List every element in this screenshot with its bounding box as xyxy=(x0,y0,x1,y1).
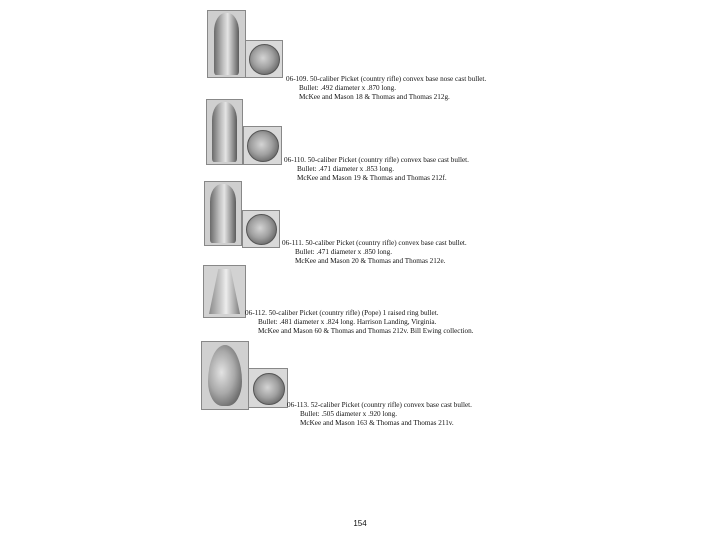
bullet-silhouette xyxy=(209,269,240,314)
entry-caption xyxy=(245,309,473,336)
entry-title: 06-113. 52-caliber Picket (country rifle) convex base cast bullet. xyxy=(287,401,472,409)
entry-dimensions: Bullet: .471 diameter x .853 long. xyxy=(297,165,395,173)
bullet-silhouette xyxy=(210,184,236,243)
entry-references: McKee and Mason 19 & Thomas and Thomas 212f. xyxy=(297,174,447,182)
bullet-silhouette xyxy=(214,13,239,75)
entry-references: McKee and Mason 20 & Thomas and Thomas 212e. xyxy=(295,257,446,265)
bullet-silhouette xyxy=(208,345,242,406)
entry-title: 06-110. 50-caliber Picket (country rifle) convex base cast bullet. xyxy=(284,156,469,164)
bullet-side-photo xyxy=(204,181,242,246)
entry-caption xyxy=(286,75,486,102)
bullet-silhouette xyxy=(212,102,237,162)
entry-caption xyxy=(282,239,467,266)
bullet-base-disc xyxy=(246,214,277,245)
entry-caption xyxy=(287,401,472,428)
bullet-side-photo xyxy=(206,99,243,165)
entry-title: 06-111. 50-caliber Picket (country rifle) convex base cast bullet. xyxy=(282,239,467,247)
entry-references: McKee and Mason 18 & Thomas and Thomas 212g. xyxy=(299,93,450,101)
entry-title: 06-112. 50-caliber Picket (country rifle) (Pope) 1 raised ring bullet. xyxy=(245,309,439,317)
bullet-side-photo xyxy=(201,341,249,410)
entry-references: McKee and Mason 60 & Thomas and Thomas 212v. Bill Ewing collection. xyxy=(258,327,474,335)
entry-dimensions: Bullet: .505 diameter x .920 long. xyxy=(300,410,398,418)
page-number: 154 xyxy=(353,519,367,528)
entry-dimensions: Bullet: .481 diameter x .824 long. Harrison Landing, Virginia. xyxy=(258,318,437,326)
bullet-side-photo xyxy=(203,265,246,318)
bullet-base-photo xyxy=(248,368,288,408)
bullet-base-photo xyxy=(243,126,282,165)
entry-references: McKee and Mason 163 & Thomas and Thomas 211v. xyxy=(300,419,454,427)
bullet-base-disc xyxy=(253,373,285,405)
entry-dimensions: Bullet: .492 diameter x .870 long. xyxy=(299,84,397,92)
entry-title: 06-109. 50-caliber Picket (country rifle) convex base nose cast bullet. xyxy=(286,75,487,83)
bullet-side-photo xyxy=(207,10,246,78)
entry-caption xyxy=(284,156,469,183)
entry-dimensions: Bullet: .471 diameter x .850 long. xyxy=(295,248,393,256)
bullet-base-photo xyxy=(242,210,280,248)
bullet-base-photo xyxy=(245,40,283,78)
bullet-base-disc xyxy=(247,130,279,162)
bullet-base-disc xyxy=(249,44,280,75)
